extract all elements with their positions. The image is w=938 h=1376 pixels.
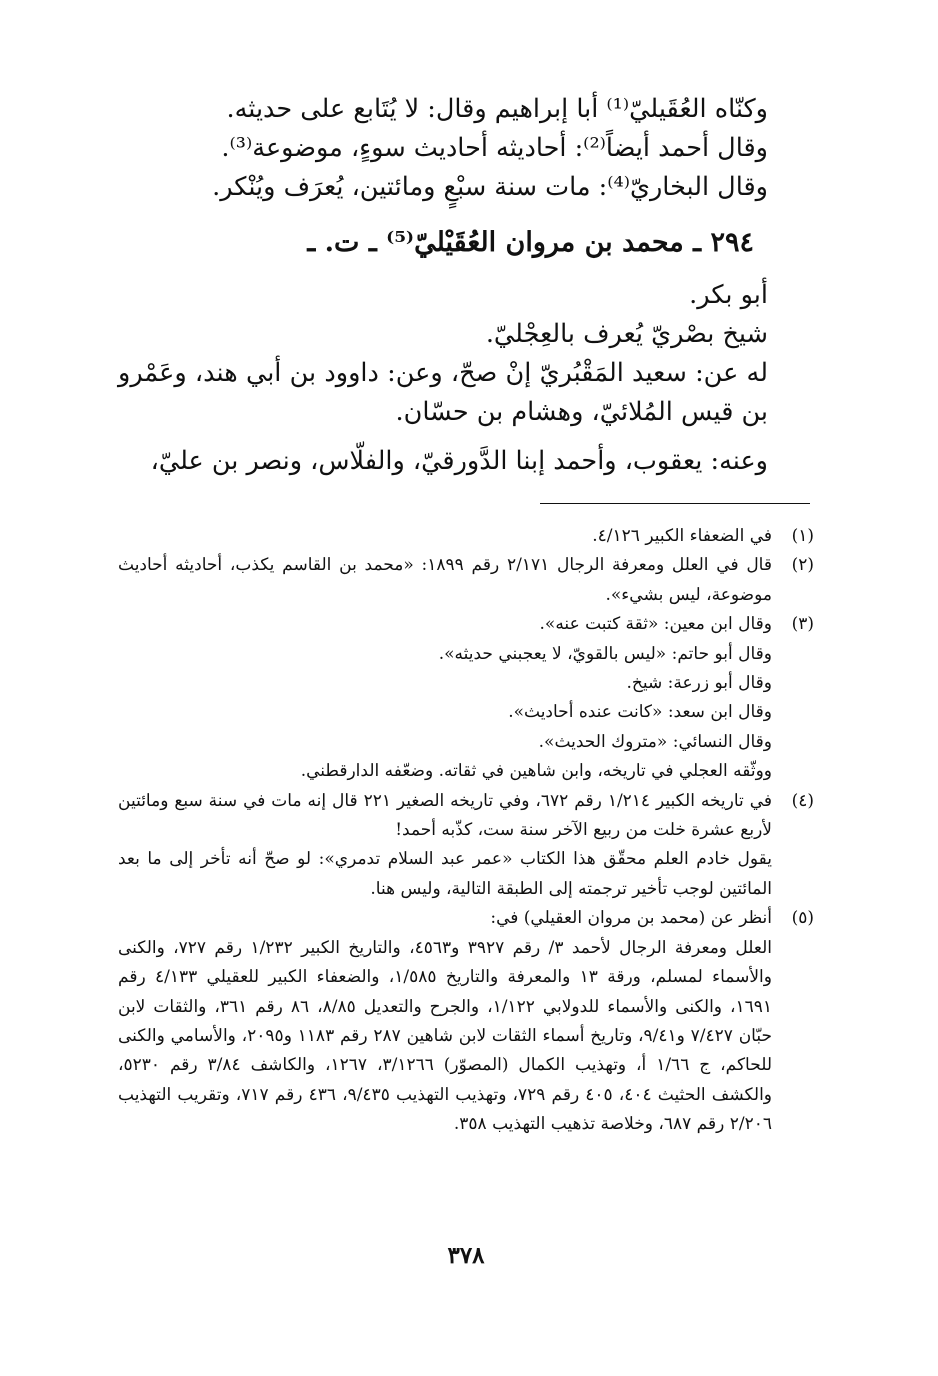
footnote-4 xyxy=(118,787,814,905)
footnote-line: وقال ابن سعد: «كانت عنده أحاديث». xyxy=(508,702,772,723)
footnote-line: في تاريخه الكبير ١/٢١٤ رقم ٦٧٢، وفي تاريخه الصغير ٢٢١ قال إنه مات في سنة سبع ومائتين لأربع عشرة خلت من ربيع الآخر سنة ست، كذّبه أحمد! xyxy=(118,790,772,841)
footnote-line: العلل ومعرفة الرجال لأحمد ٣/ رقم ٣٩٢٧ و٤٥٦٣، والتاريخ الكبير ١/٢٣٢ رقم ٧٢٧، والكنى والأسماء لمسلم، ورقة ١٣ والمعرفة والتاريخ ١/٥٨٥، والضعفاء الكبير للعقيلي ٤/١٣٣ رقم ١٦٩١، والكنى والأسماء للدولابي ١/١٢٢، والجرح والتعديل ٨/٨٥، ٨٦ رقم ٣٦١، والثقات لابن حبّان ٧/٤٢٧ و٩/٤١، وتاريخ أسماء الثقات لابن شاهين ٢٨٧ رقم ١١٨٣ و٢٠٩٥، والأسامي والكنى للحاكم، ج ١/٦٦ أ، وتهذيب الكمال (المصوّر) ٣/١٢٦٦، ١٢٦٧، والكاشف ٣/٨٤ رقم ٥٢٣٠، والكشف الحثيث ٤٠٤، ٤٠٥ رقم ٧٢٩، وتهذيب التهذيب ٩/٤٣٥، ٤٣٦ رقم ٧١٧، وتقريب التهذيب ٢/٢٠٦ رقم ٦٨٧، وخلاصة تذهيب التهذيب ٣٥٨. xyxy=(118,937,773,1135)
paragraph-3: وقال البخاريّ⁽⁴⁾: مات سنة سبْعٍ ومائتين، يُعرَف ويُنْكر. xyxy=(212,172,768,202)
footnote-number: (٢) xyxy=(791,555,814,576)
footnote-1 xyxy=(118,522,814,551)
paragraph-kunya: أبو بكر. xyxy=(689,280,768,310)
paragraph-2: وقال أحمد أيضاً⁽²⁾: أحاديثه أحاديث سوءٍ، موضوعة⁽³⁾. xyxy=(221,133,768,163)
footnote-line: وقال النسائي: «متروك الحديث». xyxy=(538,731,772,752)
footnote-line: يقول خادم العلم محقّق هذا الكتاب «عمر عبد السلام تدمري»: لو صحّ أنه تأخر إلى ما بعد المائتين لوجب تأخير ترجمته إلى الطبقة التالية، وليس هنا. xyxy=(118,849,772,899)
footnote-line: أنظر عن (محمد بن مروان العقيلي) في: xyxy=(490,908,772,929)
footnote-line: وقال أبو زرعة: شيخ. xyxy=(626,673,772,694)
footnotes xyxy=(118,522,814,1140)
page xyxy=(118,90,814,1340)
footnote-line: ووثّقه العجلي في تاريخه، وابن شاهين في ثقاته. وضعّفه الدارقطني. xyxy=(300,761,772,782)
footnote-divider xyxy=(540,503,810,504)
footnote-number: (٣) xyxy=(791,614,814,635)
footnote-3 xyxy=(118,610,814,786)
entry-heading: ٢٩٤ ـ محمد بن مروان العُقَيْليّ⁽⁵⁾ ـ ت. ـ xyxy=(307,227,754,258)
footnote-2 xyxy=(118,551,814,610)
paragraph-1: وكنّاه العُقَيليّ⁽¹⁾ أبا إبراهيم وقال: لا يُتَابع على حديثه. xyxy=(226,94,768,124)
footnote-number: (٤) xyxy=(791,790,814,811)
footnote-line: قال في العلل ومعرفة الرجال ٢/١٧١ رقم ١٨٩٩: «محمد بن القاسم يكذب، أحاديثه أحاديث موضوعة، ليس بشيء». xyxy=(118,555,772,605)
footnote-number: (٥) xyxy=(791,908,814,929)
paragraph-narrated-from: له عن: سعيد المَقْبُريّ إنْ صحّ، وعن: داوود بن أبي هند، وعَمْرو بن قيس المُلائيّ، وهشام بن حسّان. xyxy=(118,358,768,427)
footnote-5 xyxy=(118,904,814,1139)
footnote-number: (١) xyxy=(791,526,814,546)
paragraph-narrators: وعنه: يعقوب، وأحمد إبنا الدَّورقيّ، والفلّاس، ونصر بن عليّ، xyxy=(150,446,768,476)
footnote-line: في الضعفاء الكبير ٤/١٢٦. xyxy=(592,526,772,546)
footnote-line: وقال أبو حاتم: «ليس بالقويّ، لا يعجبني حديثه». xyxy=(438,643,772,664)
main-text xyxy=(118,90,814,481)
page-number: ٣٧٨ xyxy=(447,1242,485,1269)
paragraph-description: شيخ بصْريّ يُعرف بالعِجْليّ. xyxy=(485,319,768,349)
footnote-line: وقال ابن معين: «ثقة كتبت عنه». xyxy=(539,614,772,635)
